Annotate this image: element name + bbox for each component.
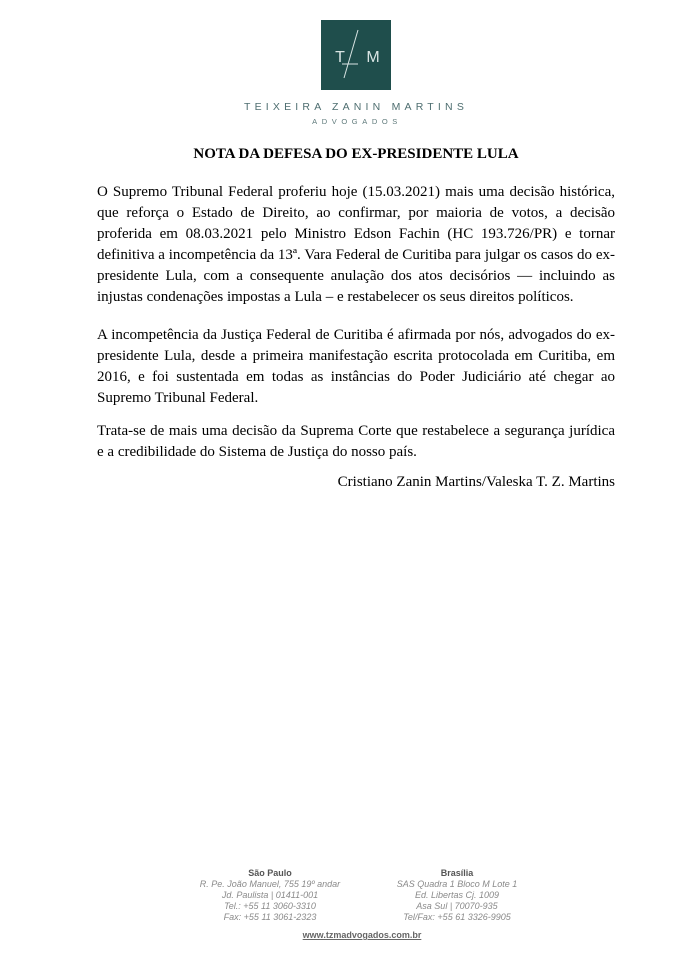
office-heading: Brasília — [440, 868, 474, 878]
tzm-logo — [321, 20, 391, 90]
tzm-monogram-icon — [321, 20, 391, 90]
office-phone: Tel.: +55 11 3060-3310 — [224, 901, 316, 911]
website-link[interactable]: www.tzmadvogados.com.br — [302, 930, 422, 940]
office-address-line: R. Pe. João Manuel, 755 19º andar — [199, 879, 341, 889]
office-address-line: Ed. Libertas Cj. 1009 — [414, 890, 500, 900]
office-address-line: SAS Quadra 1 Bloco M Lote 1 — [396, 879, 518, 889]
footer-office-sao-paulo — [185, 868, 355, 923]
firm-subtitle: ADVOGADOS — [312, 117, 402, 126]
firm-name: TEIXEIRA ZANIN MARTINS — [243, 101, 469, 113]
office-phone: Tel/Fax: +55 61 3326-9905 — [403, 912, 511, 922]
office-address-line: Jd. Paulista | 01411-001 — [221, 890, 319, 900]
signature: Cristiano Zanin Martins/Valeska T. Z. Martins — [337, 474, 615, 490]
office-heading: São Paulo — [248, 868, 292, 878]
logo-letter-m: M — [366, 49, 380, 66]
footer-office-brasilia — [372, 868, 542, 923]
paragraph-2: A incompetência da Justiça Federal de Curitiba é afirmada por nós, advogados do ex-presidente Lula, desde a primeira manifestação escrita protocolada em Curitiba, em 2016, e foi sustentada em todas as instâncias do Poder Judiciário até chegar ao Supremo Tribunal Federal. — [97, 327, 615, 406]
paragraph-1: O Supremo Tribunal Federal proferiu hoje (15.03.2021) mais uma decisão histórica, que reforça o Estado de Direito, ao confirmar, por maioria de votos, a decisão proferida em 08.03.2021 pelo Ministro Edson Fachin (HC 193.726/PR) e tornar definitiva a incompetência da 13ª. Vara Federal de Curitiba para julgar os casos do ex-presidente Lula, com a consequente anulação dos atos decisórios — incluindo as injustas condenações impostas a Lula – e restabelecer os seus direitos políticos. — [97, 184, 615, 305]
office-fax: Fax: +55 11 3061-2323 — [223, 912, 317, 922]
paragraph-3: Trata-se de mais uma decisão da Suprema Corte que restabelece a segurança jurídica e a credibilidade do Sistema de Justiça do nosso país. — [97, 423, 615, 460]
logo-letter-t: T — [335, 49, 345, 66]
office-address-line: Asa Sul | 70070-935 — [416, 901, 498, 911]
document-title: NOTA DA DEFESA DO EX-PRESIDENTE LULA — [193, 146, 519, 162]
